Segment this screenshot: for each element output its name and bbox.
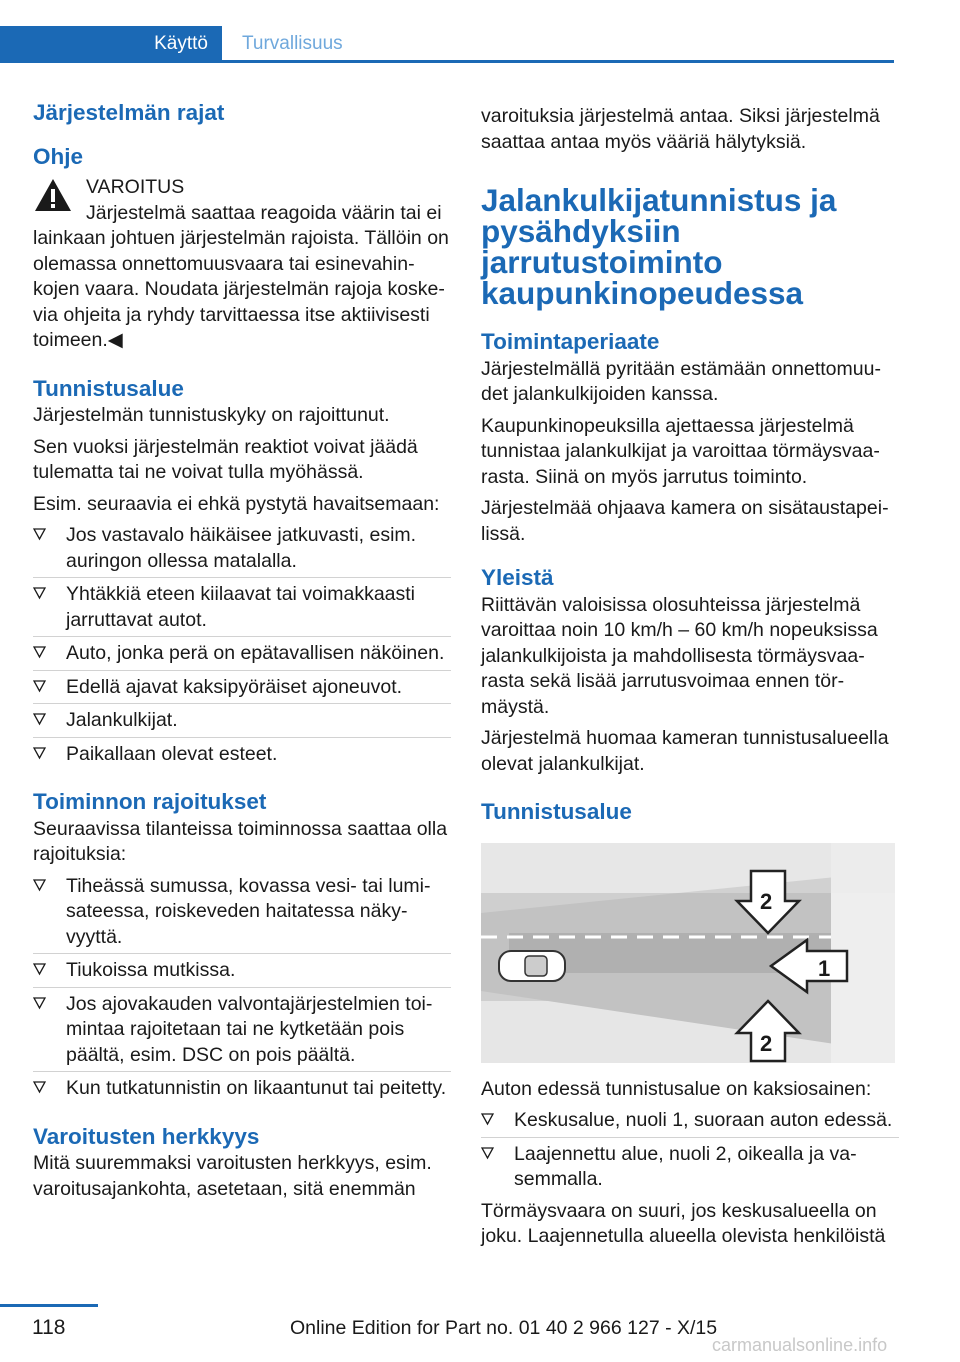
car-icon: [499, 951, 565, 981]
heading-detection-area: Tunnistusalue: [33, 375, 184, 401]
heading-detection-area-right: Tunnistusalue: [481, 799, 632, 824]
list-item-text: Auto, jonka perä on epätavallisen näköinen.: [66, 642, 445, 664]
header-divider: [0, 60, 894, 63]
list-item: [33, 992, 451, 1069]
arrow-bottom-label: 2: [760, 1030, 773, 1056]
sensitivity-paragraph: Mitä suuremmaksi varoitusten herkkyys, esim. varoitusajankohta, asetetaan, sitä enemmän: [33, 1152, 432, 1200]
principle-paragraph-1: Järjestelmällä pyritään estämään onnettomuudet jalankulkijoiden kanssa.: [481, 357, 881, 405]
edition-text: Online Edition for Part no. 01 40 2 966 127 - X/15: [290, 1317, 718, 1339]
heading-limitations: Toiminnon rajoitukset: [33, 789, 267, 814]
detection-area-diagram: [481, 843, 895, 1063]
triangle-bullet-icon: [33, 747, 46, 760]
limitations-paragraph: Seuraavissa tilanteissa toiminnossa saattaa olla rajoituksia:: [33, 817, 448, 865]
general-paragraph-1: Riittävän valoisissa olosuhteissa järjestelmä varoittaa noin 10 km/h – 60 km/h nopeuksissa jalankulkijoista ja mahdollisesta törmäysvaarasta sekä lisää jarrutusvoimaa ennen törmäystä.: [481, 593, 878, 718]
heading-general: Yleistä: [481, 565, 554, 590]
limitations-list: [33, 874, 451, 1102]
list-item: [33, 641, 451, 667]
area-intro-paragraph: Auton edessä tunnistusalue on kaksiosainen:: [481, 1077, 872, 1100]
list-item-text: Tiukoissa mutkissa.: [66, 959, 236, 981]
triangle-bullet-icon: [33, 997, 46, 1010]
triangle-bullet-icon: [33, 680, 46, 693]
list-item-text: Laajennettu alue, nuoli 2, oikealla ja vasemmalla.: [514, 1142, 857, 1190]
list-item: [33, 675, 451, 701]
arrow-center-label: 1: [818, 955, 831, 981]
detection-paragraph-3: Esim. seuraavia ei ehkä pystytä havaitsemaan:: [33, 492, 440, 515]
warning-block: [33, 175, 451, 354]
warning-title: VAROITUS: [86, 176, 185, 198]
list-item-text: Jalankulkijat.: [66, 709, 178, 731]
heading-principle: Toimintaperiaate: [481, 329, 660, 354]
left-column: [33, 100, 451, 1202]
list-item-text: Tiheässä sumussa, kovassa vesi- tai lumisateessa, roiskeveden haitatessa näkyvyyttä.: [66, 874, 431, 948]
detection-list: [33, 523, 451, 767]
list-item-text: Yhtäkkiä eteen kiilaavat tai voimakkaasti jarruttavat autot.: [66, 583, 416, 631]
heading-pedestrian-detection: Jalankulkijatunnistus ja pysähdyksiin jarrutustoiminto kaupunkinopeudessa: [481, 182, 837, 311]
detection-area-figure: [481, 843, 895, 1063]
detection-paragraph-2: Sen vuoksi järjestelmän reaktiot voivat jäädä tulematta tai ne voivat tulla myöhässä.: [33, 435, 418, 483]
list-item: [33, 874, 451, 951]
heading-system-limits: Järjestelmän rajat: [33, 100, 225, 125]
tab-turvallisuus-label: Turvallisuus: [242, 33, 343, 54]
principle-paragraph-3: Järjestelmää ohjaava kamera on sisätaustapeilissä.: [481, 497, 889, 545]
area-list: [481, 1108, 899, 1193]
list-item-text: Jos ajovakauden valvontajärjestelmien toimintaa rajoitetaan tai ne kytketään pois päältä, esim. DSC on pois päältä.: [66, 992, 433, 1066]
list-item: [33, 523, 451, 574]
list-item: [481, 1108, 899, 1134]
general-paragraph-2: Järjestelmä huomaa kameran tunnistusalueella olevat jalankulkijat.: [481, 727, 889, 775]
tab-kaytto-label: Käyttö: [154, 33, 208, 54]
continued-paragraph: varoituksia järjestelmä antaa. Siksi järjestelmä saattaa antaa myös vääriä hälytyksiä.: [481, 105, 880, 153]
warning-text: lainkaan johtuen järjestelmän rajoista. Tällöin on olemassa onnettomuusvaara tai esinevahinkojen vaara. Noudata järjestelmän rajoja koskevia ohjeita ja ryhdy tarvittaessa itse aktiivisesti toimeen.◀: [33, 227, 449, 351]
detection-paragraph-1: Järjestelmän tunnistuskyky on rajoittunut.: [33, 404, 390, 426]
arrow-top-label: 2: [760, 888, 773, 914]
footer-divider: [0, 1304, 98, 1307]
triangle-bullet-icon: [33, 646, 46, 659]
warning-triangle-icon: [33, 177, 73, 213]
page-header: [0, 0, 960, 62]
list-item: [33, 958, 451, 984]
triangle-bullet-icon: [33, 528, 46, 541]
triangle-bullet-icon: [33, 1081, 46, 1094]
triangle-bullet-icon: [481, 1113, 494, 1126]
list-item-text: Edellä ajavat kaksipyöräiset ajoneuvot.: [66, 675, 403, 698]
list-item-text: Paikallaan olevat esteet.: [66, 742, 278, 765]
list-item-text: Kun tutkatunnistin on likaantunut tai peitetty.: [66, 1077, 447, 1099]
list-item: [33, 742, 451, 768]
list-item: [33, 582, 451, 633]
tab-kaytto[interactable]: [0, 26, 222, 62]
triangle-bullet-icon: [33, 713, 46, 726]
triangle-bullet-icon: [33, 587, 46, 600]
triangle-bullet-icon: [33, 963, 46, 976]
page-number: 118: [32, 1316, 66, 1339]
principle-paragraph-2: Kaupunkinopeuksilla ajettaessa järjestelmä tunnistaa jalankulkijat ja varoittaa törmäysvaarasta. Siinä on myös jarrutus toiminto.: [481, 414, 880, 488]
heading-note: Ohje: [33, 143, 84, 169]
heading-sensitivity: Varoitusten herkkyys: [33, 1123, 260, 1149]
risk-paragraph: Törmäysvaara on suuri, jos keskusalueella on joku. Laajennetulla alueella olevista henkilöistä: [481, 1199, 886, 1247]
list-item: [33, 1076, 451, 1102]
triangle-bullet-icon: [33, 879, 46, 892]
warning-first-line: Järjestelmä saattaa reagoida väärin tai ei: [86, 201, 442, 224]
list-item-text: Keskusalue, nuoli 1, suoraan auton edessä.: [514, 1109, 893, 1131]
right-column: [481, 104, 899, 1250]
tab-turvallisuus[interactable]: [222, 26, 894, 62]
list-item-text: Jos vastavalo häikäisee jatkuvasti, esim. auringon ollessa matalalla.: [66, 524, 417, 572]
list-item: [33, 708, 451, 734]
watermark: carmanualsonline.info: [712, 1335, 888, 1355]
list-item: [481, 1142, 899, 1193]
triangle-bullet-icon: [481, 1147, 494, 1160]
